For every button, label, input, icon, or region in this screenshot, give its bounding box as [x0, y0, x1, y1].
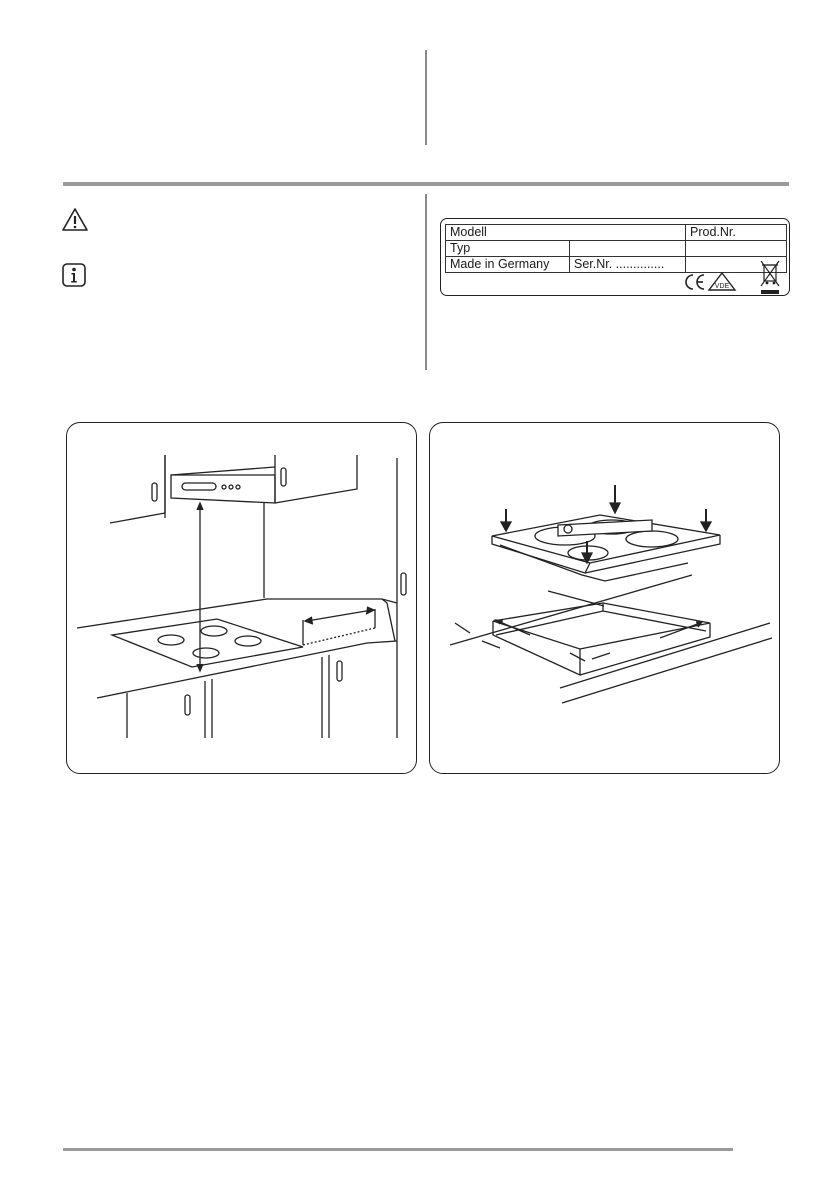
made-in-label: Made in Germany: [446, 257, 570, 273]
modell-label: Modell: [446, 225, 686, 241]
rating-plate-grid: [445, 224, 787, 273]
footer-rule: [63, 1148, 733, 1151]
hob-under-cooker-hood-illustration: [66, 422, 417, 774]
ser-nr-label: Ser.Nr. ..............: [570, 257, 686, 273]
middle-column-divider: [425, 194, 427, 370]
crossed-out-bin-icon: [759, 259, 781, 295]
section-divider: [63, 182, 789, 186]
prod-nr-label: Prod.Nr.: [686, 225, 787, 241]
typ-extra: [686, 241, 787, 257]
typ-value: [570, 241, 686, 257]
typ-label: Typ: [446, 241, 570, 257]
top-column-divider: [425, 50, 427, 145]
svg-text:VDE: VDE: [714, 283, 730, 290]
info-icon: [62, 263, 86, 287]
vde-mark: [707, 272, 737, 292]
rating-plate: [440, 218, 790, 296]
ce-mark: [683, 273, 707, 291]
warning-triangle-icon: [61, 207, 89, 233]
hob-insertion-into-worktop-cutout-illustration: [429, 422, 780, 774]
